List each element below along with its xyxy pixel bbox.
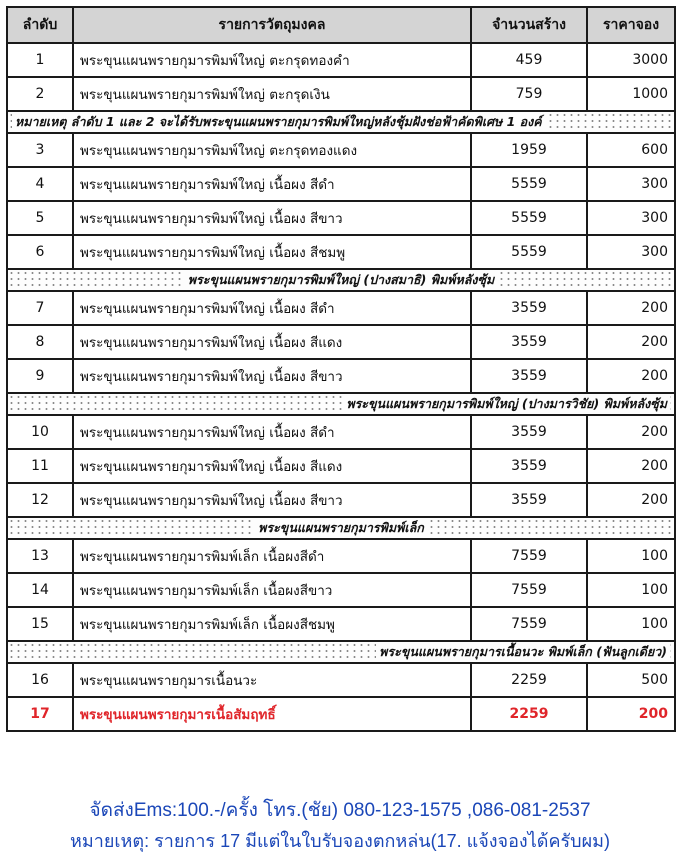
- item-name: พระขุนแผนพรายกุมารพิมพ์ใหญ่ เนื้อผง สีดำ: [73, 167, 471, 201]
- row-number: 7: [7, 291, 73, 325]
- table-row: [7, 133, 675, 167]
- table-row: [7, 663, 675, 697]
- item-quantity: 5559: [471, 167, 587, 201]
- row-number: 5: [7, 201, 73, 235]
- table-row: [7, 539, 675, 573]
- row-number: 13: [7, 539, 73, 573]
- column-header-item: รายการวัตถุมงคล: [73, 7, 471, 43]
- item-name: พระขุนแผนพรายกุมารพิมพ์ใหญ่ เนื้อผง สีดำ: [73, 291, 471, 325]
- item-quantity: 3559: [471, 325, 587, 359]
- item-quantity: 3559: [471, 483, 587, 517]
- item-name: พระขุนแผนพรายกุมารพิมพ์ใหญ่ ตะกรุดทองคำ: [73, 43, 471, 77]
- item-quantity: 3559: [471, 359, 587, 393]
- table-row: [7, 607, 675, 641]
- table-row: [7, 167, 675, 201]
- item-price: 100: [587, 539, 675, 573]
- section-samathi: [7, 269, 675, 291]
- row-number: 12: [7, 483, 73, 517]
- item-price: 200: [587, 415, 675, 449]
- item-price: 200: [587, 291, 675, 325]
- section-marnwichai: [7, 393, 675, 415]
- row-number: 15: [7, 607, 73, 641]
- item-name: พระขุนแผนพรายกุมารพิมพ์ใหญ่ ตะกรุดทองแดง: [73, 133, 471, 167]
- table-row: [7, 449, 675, 483]
- column-header-quantity: จำนวนสร้าง: [471, 7, 587, 43]
- item-price: 500: [587, 663, 675, 697]
- item-quantity: 7559: [471, 573, 587, 607]
- row-number: 11: [7, 449, 73, 483]
- table-row: [7, 201, 675, 235]
- item-quantity: 759: [471, 77, 587, 111]
- table-row: [7, 235, 675, 269]
- row-number: 16: [7, 663, 73, 697]
- item-quantity: 459: [471, 43, 587, 77]
- table-row: [7, 43, 675, 77]
- item-name: พระขุนแผนพรายกุมารพิมพ์เล็ก เนื้อผงสีขาว: [73, 573, 471, 607]
- table-row: [7, 359, 675, 393]
- footer-note-line: หมายเหตุ: รายการ 17 มีแต่ในใบรับจองตกหล่น(17. แจ้งจองได้ครับผม): [70, 831, 610, 851]
- column-header-price: ราคาจอง: [587, 7, 675, 43]
- note-text: หมายเหตุ ลำดับ 1 และ 2 จะได้รับพระขุนแผนพรายกุมารพิมพ์ใหญ่หลังชุ้มฝังช่อฟ้าคัดพิเศษ 1 องค์: [12, 114, 545, 129]
- table-row: [7, 291, 675, 325]
- table-row: [7, 325, 675, 359]
- section-header-row: [7, 393, 675, 415]
- section-title: พระขุนแผนพรายกุมารเนื้อนวะ พิมพ์เล็ก (ฟันลูกเดียว): [376, 644, 670, 659]
- item-name: พระขุนแผนพรายกุมารพิมพ์ใหญ่ ตะกรุดเงิน: [73, 77, 471, 111]
- amulet-price-table: [6, 6, 676, 732]
- table-row: [7, 573, 675, 607]
- section-header-row: [7, 269, 675, 291]
- item-quantity: 3559: [471, 291, 587, 325]
- item-name: พระขุนแผนพรายกุมารพิมพ์ใหญ่ เนื้อผง สีขาว: [73, 359, 471, 393]
- note-items-1-2: [7, 111, 675, 133]
- section-title: พระขุนแผนพรายกุมารพิมพ์ใหญ่ (ปางมารวิชัย) พิมพ์หลังซุ้ม: [343, 396, 670, 411]
- section-small: [7, 517, 675, 539]
- item-name: พระขุนแผนพรายกุมารพิมพ์ใหญ่ เนื้อผง สีดำ: [73, 415, 471, 449]
- item-price: 600: [587, 133, 675, 167]
- item-name: พระขุนแผนพรายกุมารพิมพ์ใหญ่ เนื้อผง สีขาว: [73, 483, 471, 517]
- item-name: พระขุนแผนพรายกุมารพิมพ์เล็ก เนื้อผงสีดำ: [73, 539, 471, 573]
- column-header-number: ลำดับ: [7, 7, 73, 43]
- item-price: 300: [587, 235, 675, 269]
- item-name: พระขุนแผนพรายกุมารเนื้อสัมฤทธิ์: [73, 697, 471, 731]
- item-price: 200: [587, 697, 675, 731]
- table-row: [7, 77, 675, 111]
- row-number: 3: [7, 133, 73, 167]
- item-quantity: 5559: [471, 201, 587, 235]
- row-number: 14: [7, 573, 73, 607]
- item-quantity: 3559: [471, 415, 587, 449]
- header-row: [7, 7, 675, 43]
- item-name: พระขุนแผนพรายกุมารพิมพ์เล็ก เนื้อผงสีชมพู: [73, 607, 471, 641]
- item-price: 1000: [587, 77, 675, 111]
- table-row: [7, 483, 675, 517]
- item-price: 100: [587, 573, 675, 607]
- section-header-row: [7, 517, 675, 539]
- row-number: 1: [7, 43, 73, 77]
- item-price: 300: [587, 167, 675, 201]
- row-number: 17: [7, 697, 73, 731]
- item-price: 200: [587, 483, 675, 517]
- section-nawa-small: [7, 641, 675, 663]
- item-name: พระขุนแผนพรายกุมารพิมพ์ใหญ่ เนื้อผง สีขาว: [73, 201, 471, 235]
- item-price: 200: [587, 325, 675, 359]
- section-header-row: [7, 641, 675, 663]
- table-body: [7, 43, 675, 731]
- row-number: 9: [7, 359, 73, 393]
- item-name: พระขุนแผนพรายกุมารพิมพ์ใหญ่ เนื้อผง สีแดง: [73, 325, 471, 359]
- item-name: พระขุนแผนพรายกุมารเนื้อนวะ: [73, 663, 471, 697]
- shipping-contact-line: จัดส่งEms:100.-/ครั้ง โทร.(ชัย) 080-123-1575 ,086-081-2537: [89, 800, 591, 821]
- table-row-highlighted: [7, 697, 675, 731]
- table-row: [7, 415, 675, 449]
- section-note-row: [7, 111, 675, 133]
- row-number: 8: [7, 325, 73, 359]
- row-number: 10: [7, 415, 73, 449]
- item-quantity: 3559: [471, 449, 587, 483]
- row-number: 6: [7, 235, 73, 269]
- item-quantity: 2259: [471, 697, 587, 731]
- item-quantity: 7559: [471, 539, 587, 573]
- section-title: พระขุนแผนพรายกุมารพิมพ์เล็ก: [255, 520, 427, 535]
- item-name: พระขุนแผนพรายกุมารพิมพ์ใหญ่ เนื้อผง สีชมพู: [73, 235, 471, 269]
- row-number: 2: [7, 77, 73, 111]
- section-title: พระขุนแผนพรายกุมารพิมพ์ใหญ่ (ปางสมาธิ) พิมพ์หลังซุ้ม: [185, 272, 497, 287]
- item-quantity: 7559: [471, 607, 587, 641]
- item-price: 200: [587, 359, 675, 393]
- table-header: [7, 7, 675, 43]
- item-name: พระขุนแผนพรายกุมารพิมพ์ใหญ่ เนื้อผง สีแดง: [73, 449, 471, 483]
- item-quantity: 2259: [471, 663, 587, 697]
- item-price: 300: [587, 201, 675, 235]
- item-quantity: 1959: [471, 133, 587, 167]
- item-quantity: 5559: [471, 235, 587, 269]
- item-price: 3000: [587, 43, 675, 77]
- row-number: 4: [7, 167, 73, 201]
- item-price: 100: [587, 607, 675, 641]
- item-price: 200: [587, 449, 675, 483]
